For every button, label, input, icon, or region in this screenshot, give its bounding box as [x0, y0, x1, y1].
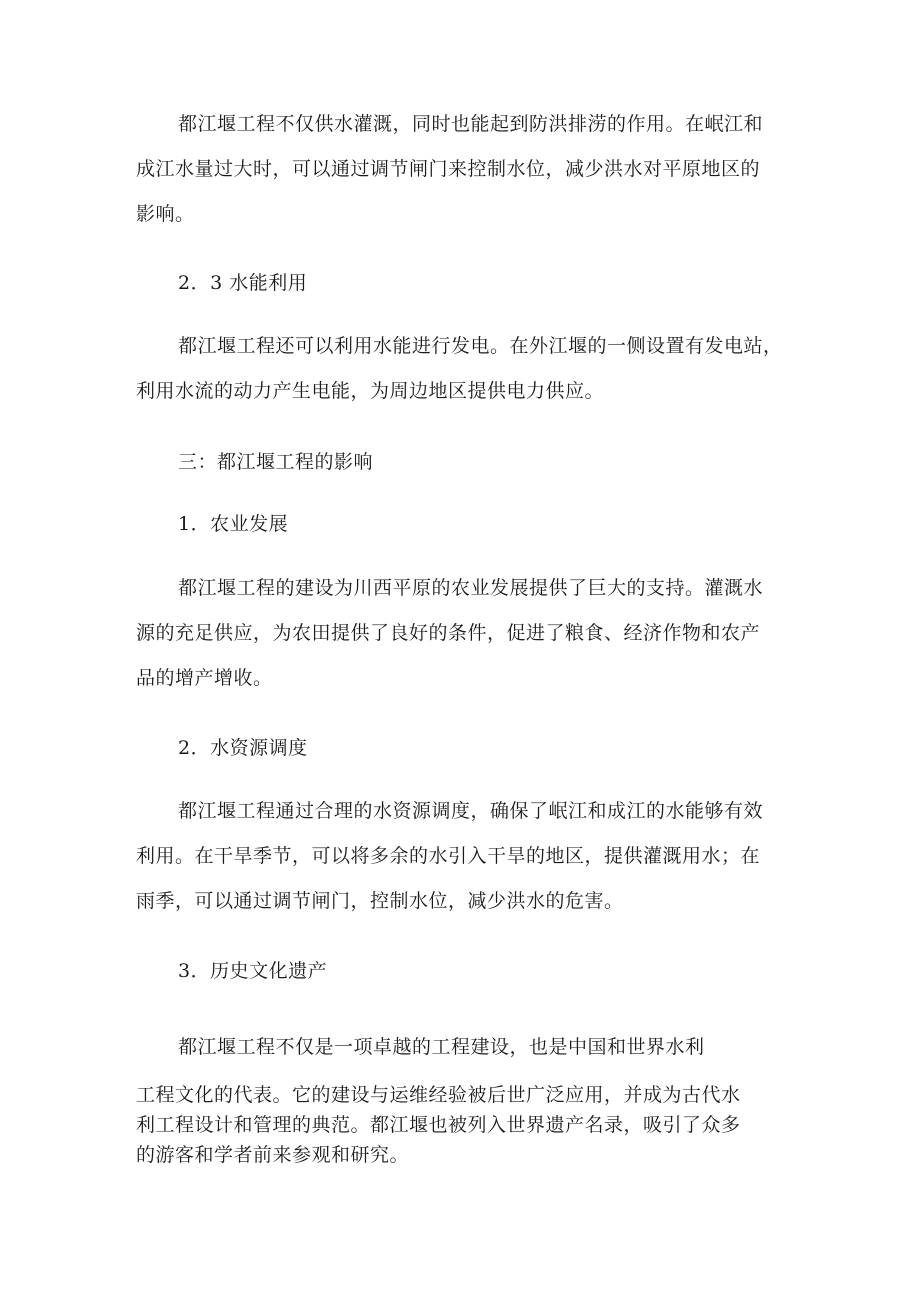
- paragraph-hydropower: [136, 324, 786, 414]
- heading-water-dispatch: [136, 726, 786, 771]
- paragraph-agriculture: [136, 566, 786, 701]
- heading-impact: [136, 440, 786, 485]
- paragraph-water-dispatch: [136, 789, 786, 924]
- paragraph-line: 成江水量过大时，可以通过调节闸门来控制水位，减少洪水对平原地区的: [136, 158, 761, 180]
- section-heading: 1．农业发展: [178, 513, 289, 535]
- paragraph-line: 利用。在干旱季节，可以将多余的水引入干旱的地区，提供灌溉用水；在: [136, 845, 761, 867]
- section-heading: 三：都江堰工程的影响: [178, 451, 374, 473]
- paragraph-line: 都江堰工程不仅供水灌溉，同时也能起到防洪排涝的作用。在岷江和: [178, 113, 764, 135]
- paragraph-line: 利工程设计和管理的典范。都江堰也被列入世界遗产名录，吸引了众多: [136, 1114, 741, 1136]
- paragraph-line: 的游客和学者前来参观和研究。: [136, 1144, 410, 1166]
- paragraph-line: 品的增产增收。: [136, 667, 273, 689]
- section-heading: 2．3 水能利用: [178, 272, 308, 294]
- paragraph-heritage-first: [136, 1025, 786, 1070]
- paragraph-line: 都江堰工程还可以利用水能进行发电。在外江堰的一侧设置有发电站，: [178, 335, 783, 357]
- heading-hydropower: [136, 261, 786, 306]
- paragraph-flood-control: [136, 102, 786, 237]
- heading-agriculture: [136, 502, 786, 547]
- paragraph-heritage: [136, 1080, 786, 1170]
- section-heading: 2．水资源调度: [178, 737, 308, 759]
- paragraph-line: 雨季，可以通过调节闸门，控制水位，减少洪水的危害。: [136, 890, 624, 912]
- paragraph-line: 影响。: [136, 203, 195, 225]
- paragraph-line: 源的充足供应，为农田提供了良好的条件，促进了粮食、经济作物和农产: [136, 622, 761, 644]
- paragraph-line: 都江堰工程通过合理的水资源调度，确保了岷江和成江的水能够有效: [178, 800, 764, 822]
- paragraph-line: 利用水流的动力产生电能，为周边地区提供电力供应。: [136, 380, 605, 402]
- paragraph-line: 工程文化的代表。它的建设与运维经验被后世广泛应用，并成为古代水: [136, 1084, 741, 1106]
- section-heading: 3．历史文化遗产: [178, 960, 328, 982]
- paragraph-line: 都江堰工程不仅是一项卓越的工程建设，也是中国和世界水利: [178, 1036, 705, 1058]
- paragraph-line: 都江堰工程的建设为川西平原的农业发展提供了巨大的支持。灌溉水: [178, 577, 764, 599]
- heading-heritage: [136, 949, 786, 994]
